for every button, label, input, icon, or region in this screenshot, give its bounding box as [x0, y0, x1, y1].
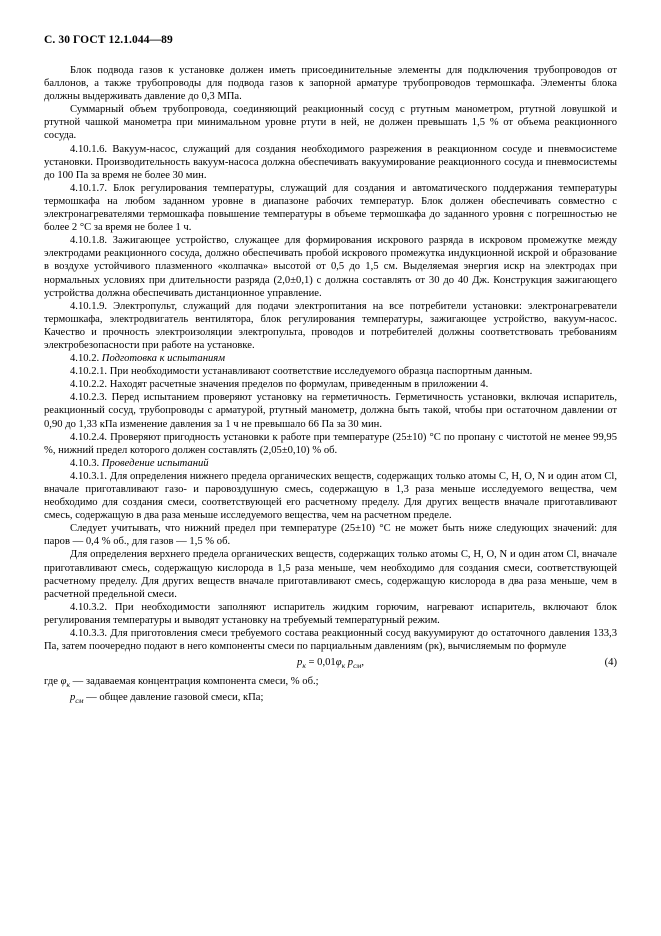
section-heading	[44, 352, 617, 365]
definition-symbol: $p_{см}$	[70, 692, 84, 706]
section-number: 4.10.2.	[70, 353, 100, 365]
paragraph: 4.10.1.9. Электропульт, служащий для подачи электропитания на все потребители установки: электронагреватели термошкафа, электродвигатель вентилятора, блок регулирования температуры, зажигающее устройство, вакуум-насос. Качество и прочность электроизоляции электропульта, проводов и потребителей должны соответствовать требованиям электробезопасности при работе на установке.	[44, 300, 617, 351]
paragraph: 4.10.2.3. Перед испытанием проверяют установку на герметичность. Герметичность установки, включая испаритель, реакционный сосуд, трубопроводы с арматурой, ртутный манометр, должна быть такой, чтобы при остаточном давлении от 0,90 до 1,33 кПа изменение давления за 1 ч не превышало 66 Па за 30 мин.	[44, 392, 617, 430]
definition-line	[44, 691, 617, 707]
paragraph: Для определения верхнего предела органических веществ, содержащих только атомы С, Н, О, N и один атом Сl, вначале приготавливают смесь, содержащую кислорода в 1,5 раза меньше, чем необходимо для создания смеси, соответствующей расчетному пределу. Для других веществ вначале приготавливают смесь, содержащую кислорода в два раза меньше, чем в расчетной предельной смеси.	[44, 549, 617, 600]
paragraph: 4.10.1.8. Зажигающее устройство, служащее для формирования искрового разряда в искровом промежутке между электродами реакционного сосуда, должно обеспечивать пробой искрового промежутка индукционной искрой и образование в воздухе устойчивого плазменного «колпачка» высотой от 0,5 до 1,5 см. Выделяемая энергия искр на электродах при нормальных условиях при длительности разряда (2,0±0,1) с должна составлять от 30 до 40 Дж. Конструкция зажигающего устройства должна обеспечивать дистанционное управление.	[44, 235, 617, 299]
paragraph: 4.10.2.4. Проверяют пригодность установки к работе при температуре (25±10) °С по пропану с чистотой не менее 99,95 %, нижний предел которого должен составлять (2,05±0,10) % об.	[44, 431, 617, 456]
paragraph: Следует учитывать, что нижний предел при температуре (25±10) °С не может быть ниже следующих значений: для паров — 0,4 % об., для газов — 1,5 % об.	[44, 523, 617, 548]
formula-number: (4)	[604, 657, 617, 669]
section-title: Подготовка к испытаниям	[101, 353, 225, 365]
definition-symbol: $\varphi_к$	[60, 676, 71, 690]
formula-definitions	[44, 675, 617, 707]
definitions-lead: где	[44, 676, 58, 688]
paragraph: 4.10.3.3. Для приготовления смеси требуемого состава реакционный сосуд вакуумируют до остаточного давления 133,3 Па, затем поочередно подают в него компоненты смеси по парциальным давлениям (pк), вычисляемым по формуле	[44, 628, 617, 653]
paragraph: Суммарный объем трубопровода, соединяющий реакционный сосуд с ртутным манометром, ртутной ловушкой и ртутной чашкой манометра при минимальном уровне ртути в ней, не должен превышать 1,5 % от объема реакционного сосуда.	[44, 104, 617, 142]
paragraph: 4.10.1.6. Вакуум-насос, служащий для создания необходимого разрежения в реакционном сосуде и пневмосистеме установки. Производительность вакуум-насоса должна обеспечивать вакуумирование реакционного сосуда и пневмосистемы до 100 Па за время не более 30 мин.	[44, 143, 617, 181]
paragraph: 4.10.1.7. Блок регулирования температуры, служащий для создания и автоматического поддержания температуры термошкафа на любом заданном уровне в диапазоне рабочих температур. Блок должен обеспечивать совместно с электронагревателями термошкафа повышение температуры в объеме термошкафа до заданного уровня с погрешностью не более 2 °С за время не более 1 ч.	[44, 182, 617, 234]
section-number: 4.10.3.	[70, 457, 100, 469]
section-heading	[44, 457, 617, 470]
definition-text: — задаваемая концентрация компонента смеси, % об.;	[72, 676, 319, 688]
paragraph: Блок подвода газов к установке должен иметь присоединительные элементы для подключения трубопроводов от баллонов, а также трубопроводы для подвода газов к запорной арматуре трубопроводов термошкафа. Элементы блока должны выдерживать давление до 0,3 МПа.	[44, 65, 617, 103]
paragraph: 4.10.3.2. При необходимости заполняют испаритель жидким горючим, нагревают испаритель, включают блок регулирования температуры и выводят установку на требуемый температурный режим.	[44, 601, 617, 626]
paragraph: 4.10.3.1. Для определения нижнего предела органических веществ, содержащих только атомы С, Н, О, N и один атом Сl, вначале приготавливают газо- и паровоздушную смесь, содержащую в 1,3 раза меньше исследуемого вещества, чем необходимо для создания смеси, соответствующей его расчетному пределу. Для других веществ вначале приготавливают смесь, содержащую в два раза меньше исследуемого вещества, чем на расчетном пределе.	[44, 470, 617, 522]
formula-expression: $p_к = 0,01\varphi_к$ $p_{см}$,	[297, 657, 364, 671]
paragraph: 4.10.2.1. При необходимости устанавливают соответствие исследуемого образца паспортным данным.	[70, 366, 533, 378]
paragraph: 4.10.2.2. Находят расчетные значения пределов по формулам, приведенным в приложении 4.	[70, 379, 489, 391]
section-title: Проведение испытаний	[101, 457, 209, 469]
document-body	[44, 64, 617, 708]
definition-text: — общее давление газовой смеси, кПа;	[86, 692, 264, 704]
formula-row	[44, 657, 617, 672]
definition-line	[44, 675, 617, 691]
page-header: С. 30 ГОСТ 12.1.044—89	[44, 34, 173, 46]
